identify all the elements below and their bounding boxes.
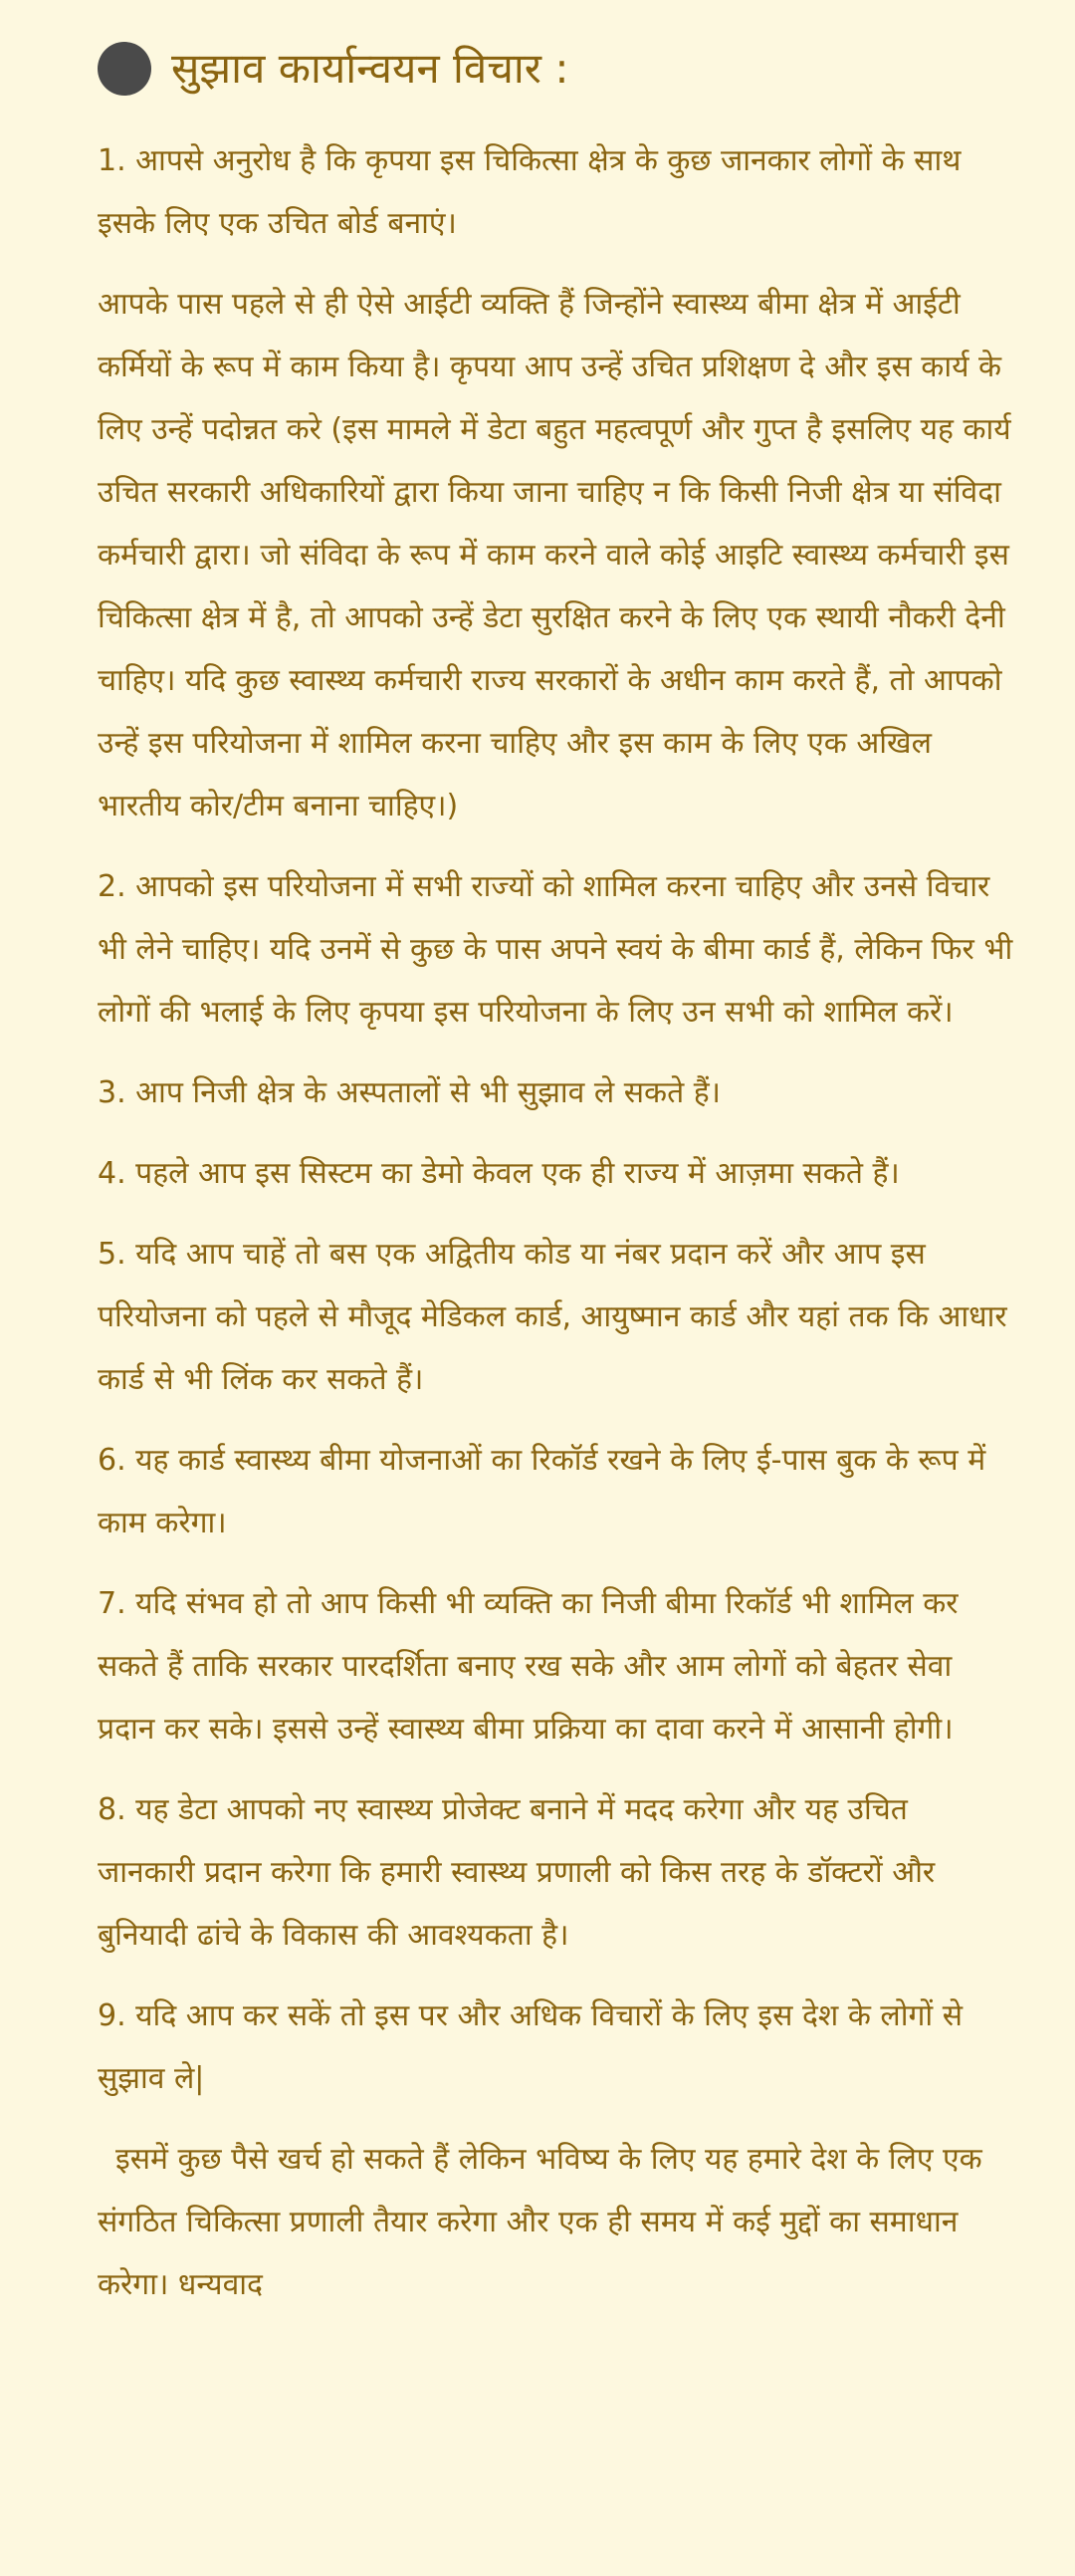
suggestion-1-details: आपके पास पहले से ही ऐसे आईटी व्यक्ति हैं जिन्होंने स्वास्थ्य बीमा क्षेत्र में आईटी कर्मियों के रूप में काम किया है। कृपया आप उन्हें उचित प्रशिक्षण दे और इस कार्य के लिए उन्हें पदोन्नत करे (इस मामले में डेटा बहुत महत्वपूर्ण और गुप्त है इसलिए यह कार्य उचित सरकारी अधिकारियों द्वारा किया जाना चाहिए न कि किसी निजी क्षेत्र या संविदा कर्मचारी द्वारा। जो संविदा के रूप में काम करने वाले कोई आइटि स्वास्थ्य कर्मचारी इस चिकित्सा क्षेत्र में है, तो आपको उन्हें डेटा सुरक्षित करने के लिए एक स्थायी नौकरी देनी चाहिए। यदि कुछ स्वास्थ्य कर्मचारी राज्य सरकारों के अधीन काम करते हैं, तो आपको उन्हें इस परियोजना में शामिल करना चाहिए और इस काम के लिए एक अखिल भारतीय कोर/टीम बनाना चाहिए।) (98, 287, 1011, 823)
black-circle-icon (98, 42, 151, 96)
suggestion-9: 9. यदि आप कर सकें तो इस पर और अधिक विचारों के लिए इस देश के लोगों से सुझाव ले| (98, 1998, 963, 2096)
section-heading (98, 36, 1013, 102)
section-heading-text: सुझाव कार्यान्वयन विचार : (171, 44, 569, 93)
article (98, 36, 1013, 2334)
suggestion-3: 3. आप निजी क्षेत्र के अस्पतालों से भी सुझाव ले सकते हैं। (98, 1075, 722, 1110)
closing-paragraph: इसमें कुछ पैसे खर्च हो सकते हैं लेकिन भविष्य के लिए यह हमारे देश के लिए एक संगठित चिकित्सा प्रणाली तैयार करेगा और एक ही समय में कई मुद्दों का समाधान करेगा। धन्यवाद (98, 2142, 982, 2302)
suggestion-6: 6. यह कार्ड स्वास्थ्य बीमा योजनाओं का रिकॉर्ड रखने के लिए ई-पास बुक के रूप में काम करेगा। (98, 1443, 986, 1540)
suggestion-5: 5. यदि आप चाहें तो बस एक अद्वितीय कोड या नंबर प्रदान करें और आप इस परियोजना को पहले से मौजूद मेडिकल कार्ड, आयुष्मान कार्ड और यहां तक कि आधार कार्ड से भी लिंक कर सकते हैं। (98, 1237, 1007, 1397)
suggestion-8: 8. यह डेटा आपको नए स्वास्थ्य प्रोजेक्ट बनाने में मदद करेगा और यह उचित जानकारी प्रदान करेगा कि हमारी स्वास्थ्य प्रणाली को किस तरह के डॉक्टरों और बुनियादी ढांचे के विकास की आवश्यकता है। (98, 1792, 936, 1953)
suggestion-2: 2. आपको इस परियोजना में सभी राज्यों को शामिल करना चाहिए और उनसे विचार भी लेने चाहिए। यदि उनमें से कुछ के पास अपने स्वयं के बीमा कार्ड हैं, लेकिन फिर भी लोगों की भलाई के लिए कृपया इस परियोजना के लिए उन सभी को शामिल करें। (98, 869, 1013, 1030)
suggestion-1: 1. आपसे अनुरोध है कि कृपया इस चिकित्सा क्षेत्र के कुछ जानकार लोगों के साथ इसके लिए एक उचित बोर्ड बनाएं। (98, 143, 962, 241)
suggestion-7: 7. यदि संभव हो तो आप किसी भी व्यक्ति का निजी बीमा रिकॉर्ड भी शामिल कर सकते हैं ताकि सरकार पारदर्शिता बनाए रख सके और आम लोगों को बेहतर सेवा प्रदान कर सके। इससे उन्हें स्वास्थ्य बीमा प्रक्रिया का दावा करने में आसानी होगी। (98, 1586, 959, 1747)
suggestion-4: 4. पहले आप इस सिस्टम का डेमो केवल एक ही राज्य में आज़मा सकते हैं। (98, 1156, 900, 1191)
